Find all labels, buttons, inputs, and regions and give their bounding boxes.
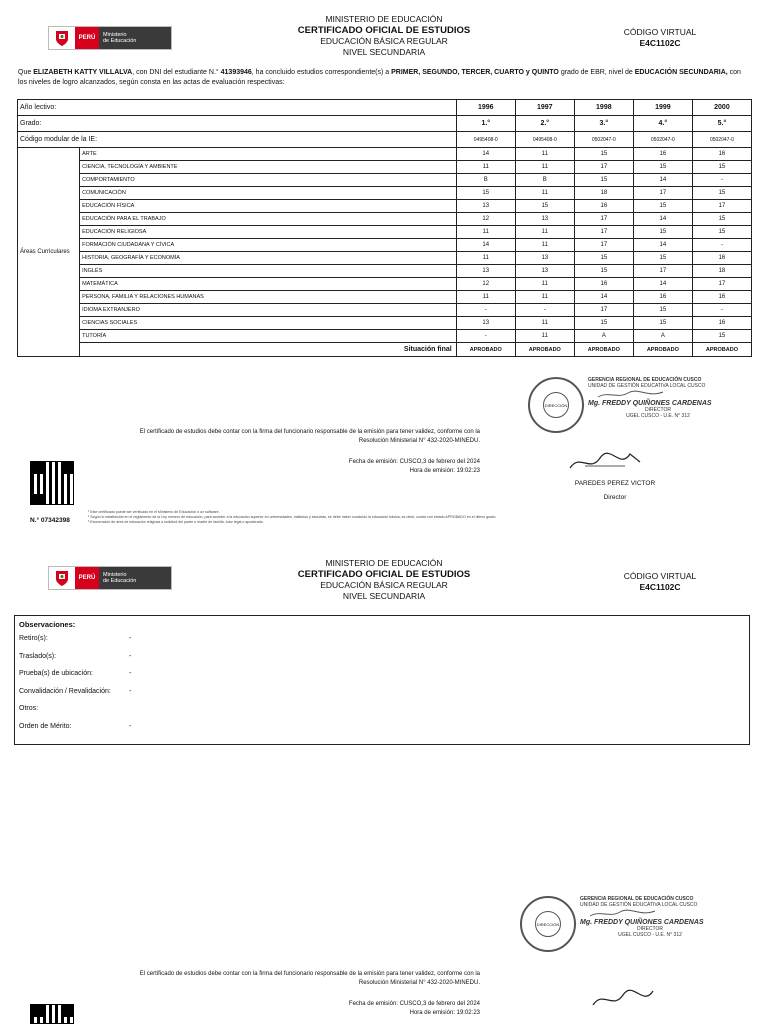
- grade-cell: 14: [574, 291, 633, 304]
- grade-cell: 13: [456, 200, 515, 213]
- grade-cell: 18: [574, 187, 633, 200]
- grade-cell: 15: [633, 317, 692, 330]
- grade-cell: 15: [692, 187, 751, 200]
- grade-cell: 15: [692, 161, 751, 174]
- grade-cell: 15: [574, 148, 633, 161]
- virtual-code-page2: [600, 571, 720, 593]
- header-ministry: MINISTERIO DE EDUCACIÓN: [325, 14, 443, 24]
- grade-cell: 13: [515, 252, 574, 265]
- grade-cell: 15: [574, 265, 633, 278]
- grade-cell: 12: [456, 278, 515, 291]
- student-name: ELIZABETH KATTY VILLALVA: [33, 69, 133, 76]
- grade-cell: 15: [633, 161, 692, 174]
- row-school-year-cell: 1998: [574, 100, 633, 116]
- grade-cell: A: [633, 330, 692, 343]
- grade-cell: 17: [574, 226, 633, 239]
- observation-row: [19, 653, 745, 671]
- final-status-cell: APROBADO: [574, 343, 633, 357]
- observation-value: -: [129, 652, 132, 660]
- virtual-code-label: CÓDIGO VIRTUAL: [623, 571, 697, 581]
- course-name: CIENCIAS SOCIALES: [80, 317, 457, 330]
- validity-note: El certificado de estudios debe contar con la firma del funcionario responsable de la emisión para tener validez, conforme con la Resolución Ministerial N° 432-2020-MINEDU.: [139, 429, 480, 444]
- row-school-year: [18, 100, 752, 116]
- curricular-areas-label: Áreas Curriculares: [18, 148, 80, 357]
- course-row: [18, 317, 752, 330]
- course-name: HISTORIA, GEOGRAFÍA Y ECONOMÍA: [80, 252, 457, 265]
- intro-paragraph: Que ELIZABETH KATTY VILLALVA, con DNI del estudiante N.° 41393946, ha concluido estudios correspondiente(s) a PRIMER, SEGUNDO, TERCER, CUARTO y QUINTO grado de EBR, nivel de EDUCACIÓN SECUNDARIA, con los niveles de logro alcanzados, según consta en las actas de evaluación respectivas:: [18, 69, 741, 86]
- grade-cell: 15: [692, 226, 751, 239]
- course-row: [18, 239, 752, 252]
- course-name: EDUCACIÓN RELIGIOSA: [80, 226, 457, 239]
- grade-cell: 15: [574, 317, 633, 330]
- course-name: EDUCACIÓN PARA EL TRABAJO: [80, 213, 457, 226]
- grade-cell: 11: [456, 291, 515, 304]
- header-ebr: EDUCACIÓN BÁSICA REGULAR: [320, 36, 448, 46]
- row-grade-cell: 2.°: [515, 116, 574, 132]
- observation-value: -: [129, 670, 132, 677]
- grade-cell: 17: [692, 278, 751, 291]
- grade-cell: 11: [515, 161, 574, 174]
- qr-code-icon-page2: [30, 1004, 74, 1024]
- grades-table: [17, 99, 752, 357]
- grade-cell: 11: [515, 187, 574, 200]
- grade-cell: -: [456, 330, 515, 343]
- qr-code-icon: [30, 461, 74, 505]
- row-grade-cell: 4.°: [633, 116, 692, 132]
- emission-datetime: [280, 458, 480, 476]
- final-status-cell: APROBADO: [515, 343, 574, 357]
- course-name: FORMACIÓN CIUDADANA Y CÍVICA: [80, 239, 457, 252]
- grade-cell: 14: [633, 239, 692, 252]
- course-row: [18, 252, 752, 265]
- grade-cell: 13: [515, 213, 574, 226]
- row-grade-label: Grado:: [18, 116, 457, 132]
- observations-title: Observaciones:: [19, 620, 76, 629]
- grade-cell: 15: [456, 187, 515, 200]
- grade-cell: 11: [515, 148, 574, 161]
- grade-cell: 11: [515, 291, 574, 304]
- grade-cell: 11: [515, 317, 574, 330]
- grade-cell: 13: [456, 317, 515, 330]
- validity-note-page2: El certificado de estudios debe contar con la firma del funcionario responsable de la emisión para tener validez, conforme con la Resolución Ministerial N° 432-2020-MINEDU.: [139, 971, 480, 986]
- final-status-cell: APROBADO: [456, 343, 515, 357]
- observation-key: Orden de Mérito:: [19, 722, 72, 730]
- row-school-year-cell: 1997: [515, 100, 574, 116]
- course-name: EDUCACIÓN FÍSICA: [80, 200, 457, 213]
- course-row: [18, 278, 752, 291]
- grade-cell: 16: [692, 291, 751, 304]
- grade-cell: 16: [574, 278, 633, 291]
- stamp-seal-icon: DIRECCIÓN: [520, 896, 576, 952]
- peru-shield-icon: [49, 27, 75, 49]
- grade-cell: 15: [574, 174, 633, 187]
- grade-cell: 17: [574, 304, 633, 317]
- peru-shield-icon: [49, 567, 75, 589]
- header-level: NIVEL SECUNDARIA: [342, 591, 426, 601]
- observation-key: Traslado(s):: [19, 652, 57, 660]
- grade-cell: 14: [633, 174, 692, 187]
- grade-cell: B: [515, 174, 574, 187]
- certificate-header-page2: [274, 558, 494, 602]
- observation-key: Otros:: [19, 705, 39, 712]
- row-school-year-label: Año lectivo:: [18, 100, 457, 116]
- row-school-code-cell: 0502047-0: [633, 132, 692, 148]
- grade-cell: 15: [633, 304, 692, 317]
- course-row: [18, 265, 752, 278]
- grade-cell: -: [692, 304, 751, 317]
- certificate-header: [274, 14, 494, 58]
- observation-value: [129, 705, 169, 723]
- grade-cell: 17: [633, 187, 692, 200]
- row-school-code: [18, 132, 752, 148]
- observation-key: Prueba(s) de ubicación:: [19, 670, 93, 677]
- grade-cell: 11: [515, 278, 574, 291]
- grade-cell: 17: [633, 265, 692, 278]
- grade-cell: 17: [692, 200, 751, 213]
- grade-cell: 15: [633, 200, 692, 213]
- emission-time: Hora de emisión: 19:02:23: [409, 468, 480, 474]
- course-name: COMUNICACIÓN: [80, 187, 457, 200]
- grade-cell: 15: [574, 252, 633, 265]
- grade-cell: 15: [633, 226, 692, 239]
- observations-box: [14, 615, 750, 745]
- grade-cell: B: [456, 174, 515, 187]
- grade-cell: 15: [515, 200, 574, 213]
- emission-date: Fecha de emisión: CUSCO,3 de febrero del 2024: [348, 1001, 480, 1007]
- observation-value: -: [129, 722, 132, 730]
- signer-block: [560, 480, 670, 501]
- director-signature-icon-page2: [588, 985, 658, 1020]
- course-row: [18, 213, 752, 226]
- grade-cell: 14: [633, 213, 692, 226]
- grade-cell: -: [692, 239, 751, 252]
- observation-value: -: [129, 687, 132, 695]
- grade-cell: 14: [633, 278, 692, 291]
- course-name: TUTORÍA: [80, 330, 457, 343]
- observation-row: [19, 688, 745, 706]
- row-grade: [18, 116, 752, 132]
- observation-key: Convalidación / Revalidación:: [19, 687, 111, 695]
- virtual-code-value: E4C1102C: [639, 582, 681, 592]
- virtual-code-label: CÓDIGO VIRTUAL: [623, 27, 697, 37]
- header-ministry: MINISTERIO DE EDUCACIÓN: [325, 558, 443, 568]
- course-name: ARTE: [80, 148, 457, 161]
- grade-cell: 15: [692, 213, 751, 226]
- observation-row: [19, 723, 745, 741]
- grade-cell: 16: [574, 200, 633, 213]
- course-name: CIENCIA, TECNOLOGÍA Y AMBIENTE: [80, 161, 457, 174]
- final-status-cell: APROBADO: [692, 343, 751, 357]
- virtual-code: [600, 27, 720, 49]
- course-name: INGLÉS: [80, 265, 457, 278]
- course-row: [18, 148, 752, 161]
- grade-cell: 12: [456, 213, 515, 226]
- minedu-logo: [48, 26, 172, 50]
- observation-row: [19, 635, 745, 653]
- course-row: [18, 304, 752, 317]
- row-school-code-label: Código modular de la IE:: [18, 132, 457, 148]
- header-title: CERTIFICADO OFICIAL DE ESTUDIOS: [297, 25, 471, 36]
- row-school-year-cell: 1999: [633, 100, 692, 116]
- grade-cell: -: [692, 174, 751, 187]
- minedu-logo-page2: [48, 566, 172, 590]
- ministerio-label: Ministerio de Educación: [99, 567, 171, 589]
- grade-cell: 16: [692, 317, 751, 330]
- observation-key: Retiro(s):: [19, 635, 48, 642]
- grade-cell: 11: [456, 252, 515, 265]
- virtual-code-value: E4C1102C: [639, 38, 681, 48]
- grade-cell: 14: [456, 239, 515, 252]
- grade-cell: 11: [515, 226, 574, 239]
- course-row: [18, 291, 752, 304]
- emission-datetime-page2: [280, 1000, 480, 1018]
- stamp-seal-icon: DIRECCIÓN: [528, 377, 584, 433]
- row-school-year-cell: 1996: [456, 100, 515, 116]
- peru-label: PERÚ: [75, 567, 99, 589]
- official-stamp-page2: DIRECCIÓN GERENCIA REGIONAL DE EDUCACIÓN CUSCO UNIDAD DE GESTIÓN EDUCATIVA LOCAL CUSCO Mg. FREDDY QUIÑONES CARDENAS DIRECTOR UGEL CUSCO - U.E. N° 312: [520, 896, 720, 952]
- course-row: [18, 161, 752, 174]
- footnotes: ¹ Este certificado puede ser verificado en el Ministerio de Educación o un software. ² Según lo establecido en el reglamento de la Ley número de educación, para acceder a la educación superior en universidades, institutos y escuelas, se debe haber concluido la educación básica; es decir, contar con estado APROBADO en el último grado. ³ Exoneración de área de educación religiosa a solicitud del padre o madre de familia, tutor legal o apoderado.: [88, 510, 497, 524]
- course-row: [18, 187, 752, 200]
- grade-cell: A: [574, 330, 633, 343]
- header-ebr: EDUCACIÓN BÁSICA REGULAR: [320, 580, 448, 590]
- course-name: IDIOMA EXTRANJERO: [80, 304, 457, 317]
- signer-role: Director: [603, 494, 627, 501]
- observation-value: -: [129, 635, 132, 642]
- observation-row: [19, 705, 745, 723]
- row-grade-cell: 1.°: [456, 116, 515, 132]
- header-level: NIVEL SECUNDARIA: [342, 47, 426, 57]
- course-name: MATEMÁTICA: [80, 278, 457, 291]
- serial-number: N.° 07342398: [30, 517, 70, 524]
- completed-grades: PRIMER, SEGUNDO, TERCER, CUARTO y QUINTO: [391, 69, 559, 76]
- grade-cell: 11: [515, 239, 574, 252]
- course-row: [18, 174, 752, 187]
- final-status-cell: APROBADO: [633, 343, 692, 357]
- row-school-code-cell: 0502047-0: [574, 132, 633, 148]
- emission-date: Fecha de emisión: CUSCO,3 de febrero del 2024: [348, 459, 480, 465]
- grade-cell: 14: [456, 148, 515, 161]
- grade-cell: 16: [633, 291, 692, 304]
- final-status-label: Situación final: [80, 343, 457, 357]
- row-school-code-cell: 0502047-0: [692, 132, 751, 148]
- course-row: [18, 200, 752, 213]
- signer-name: PAREDES PEREZ VICTOR: [574, 480, 656, 487]
- observation-row: [19, 670, 745, 688]
- grade-cell: 17: [574, 213, 633, 226]
- grade-cell: 17: [574, 161, 633, 174]
- row-school-year-cell: 2000: [692, 100, 751, 116]
- grade-cell: 16: [692, 252, 751, 265]
- peru-label: PERÚ: [75, 27, 99, 49]
- official-stamp: DIRECCIÓN GERENCIA REGIONAL DE EDUCACIÓN CUSCO UNIDAD DE GESTIÓN EDUCATIVA LOCAL CUSCO Mg. FREDDY QUIÑONES CARDENAS DIRECTOR UGEL CUSCO - U.E. N° 312: [528, 377, 728, 433]
- row-grade-cell: 3.°: [574, 116, 633, 132]
- grade-cell: -: [515, 304, 574, 317]
- header-title: CERTIFICADO OFICIAL DE ESTUDIOS: [297, 569, 471, 580]
- row-school-code-cell: 0495408-0: [515, 132, 574, 148]
- education-level: EDUCACIÓN SECUNDARIA,: [634, 69, 728, 76]
- grade-cell: 18: [692, 265, 751, 278]
- row-grade-cell: 5.°: [692, 116, 751, 132]
- student-dni: 41393946: [220, 69, 252, 76]
- grade-cell: 13: [515, 265, 574, 278]
- director-signature-icon: [565, 448, 645, 483]
- grade-cell: 11: [456, 226, 515, 239]
- ministerio-label: Ministerio de Educación: [99, 27, 171, 49]
- grade-cell: 15: [633, 252, 692, 265]
- grade-cell: 13: [456, 265, 515, 278]
- grade-cell: 17: [574, 239, 633, 252]
- grade-cell: 15: [692, 330, 751, 343]
- grade-cell: 16: [633, 148, 692, 161]
- final-status-row: [18, 343, 752, 357]
- emission-time: Hora de emisión: 19:02:23: [409, 1010, 480, 1016]
- course-row: [18, 226, 752, 239]
- course-name: PERSONA, FAMILIA Y RELACIONES HUMANAS: [80, 291, 457, 304]
- course-name: COMPORTAMIENTO: [80, 174, 457, 187]
- row-school-code-cell: 0495408-0: [456, 132, 515, 148]
- course-row: [18, 330, 752, 343]
- grade-cell: 11: [515, 330, 574, 343]
- grade-cell: -: [456, 304, 515, 317]
- grade-cell: 11: [456, 161, 515, 174]
- grade-cell: 16: [692, 148, 751, 161]
